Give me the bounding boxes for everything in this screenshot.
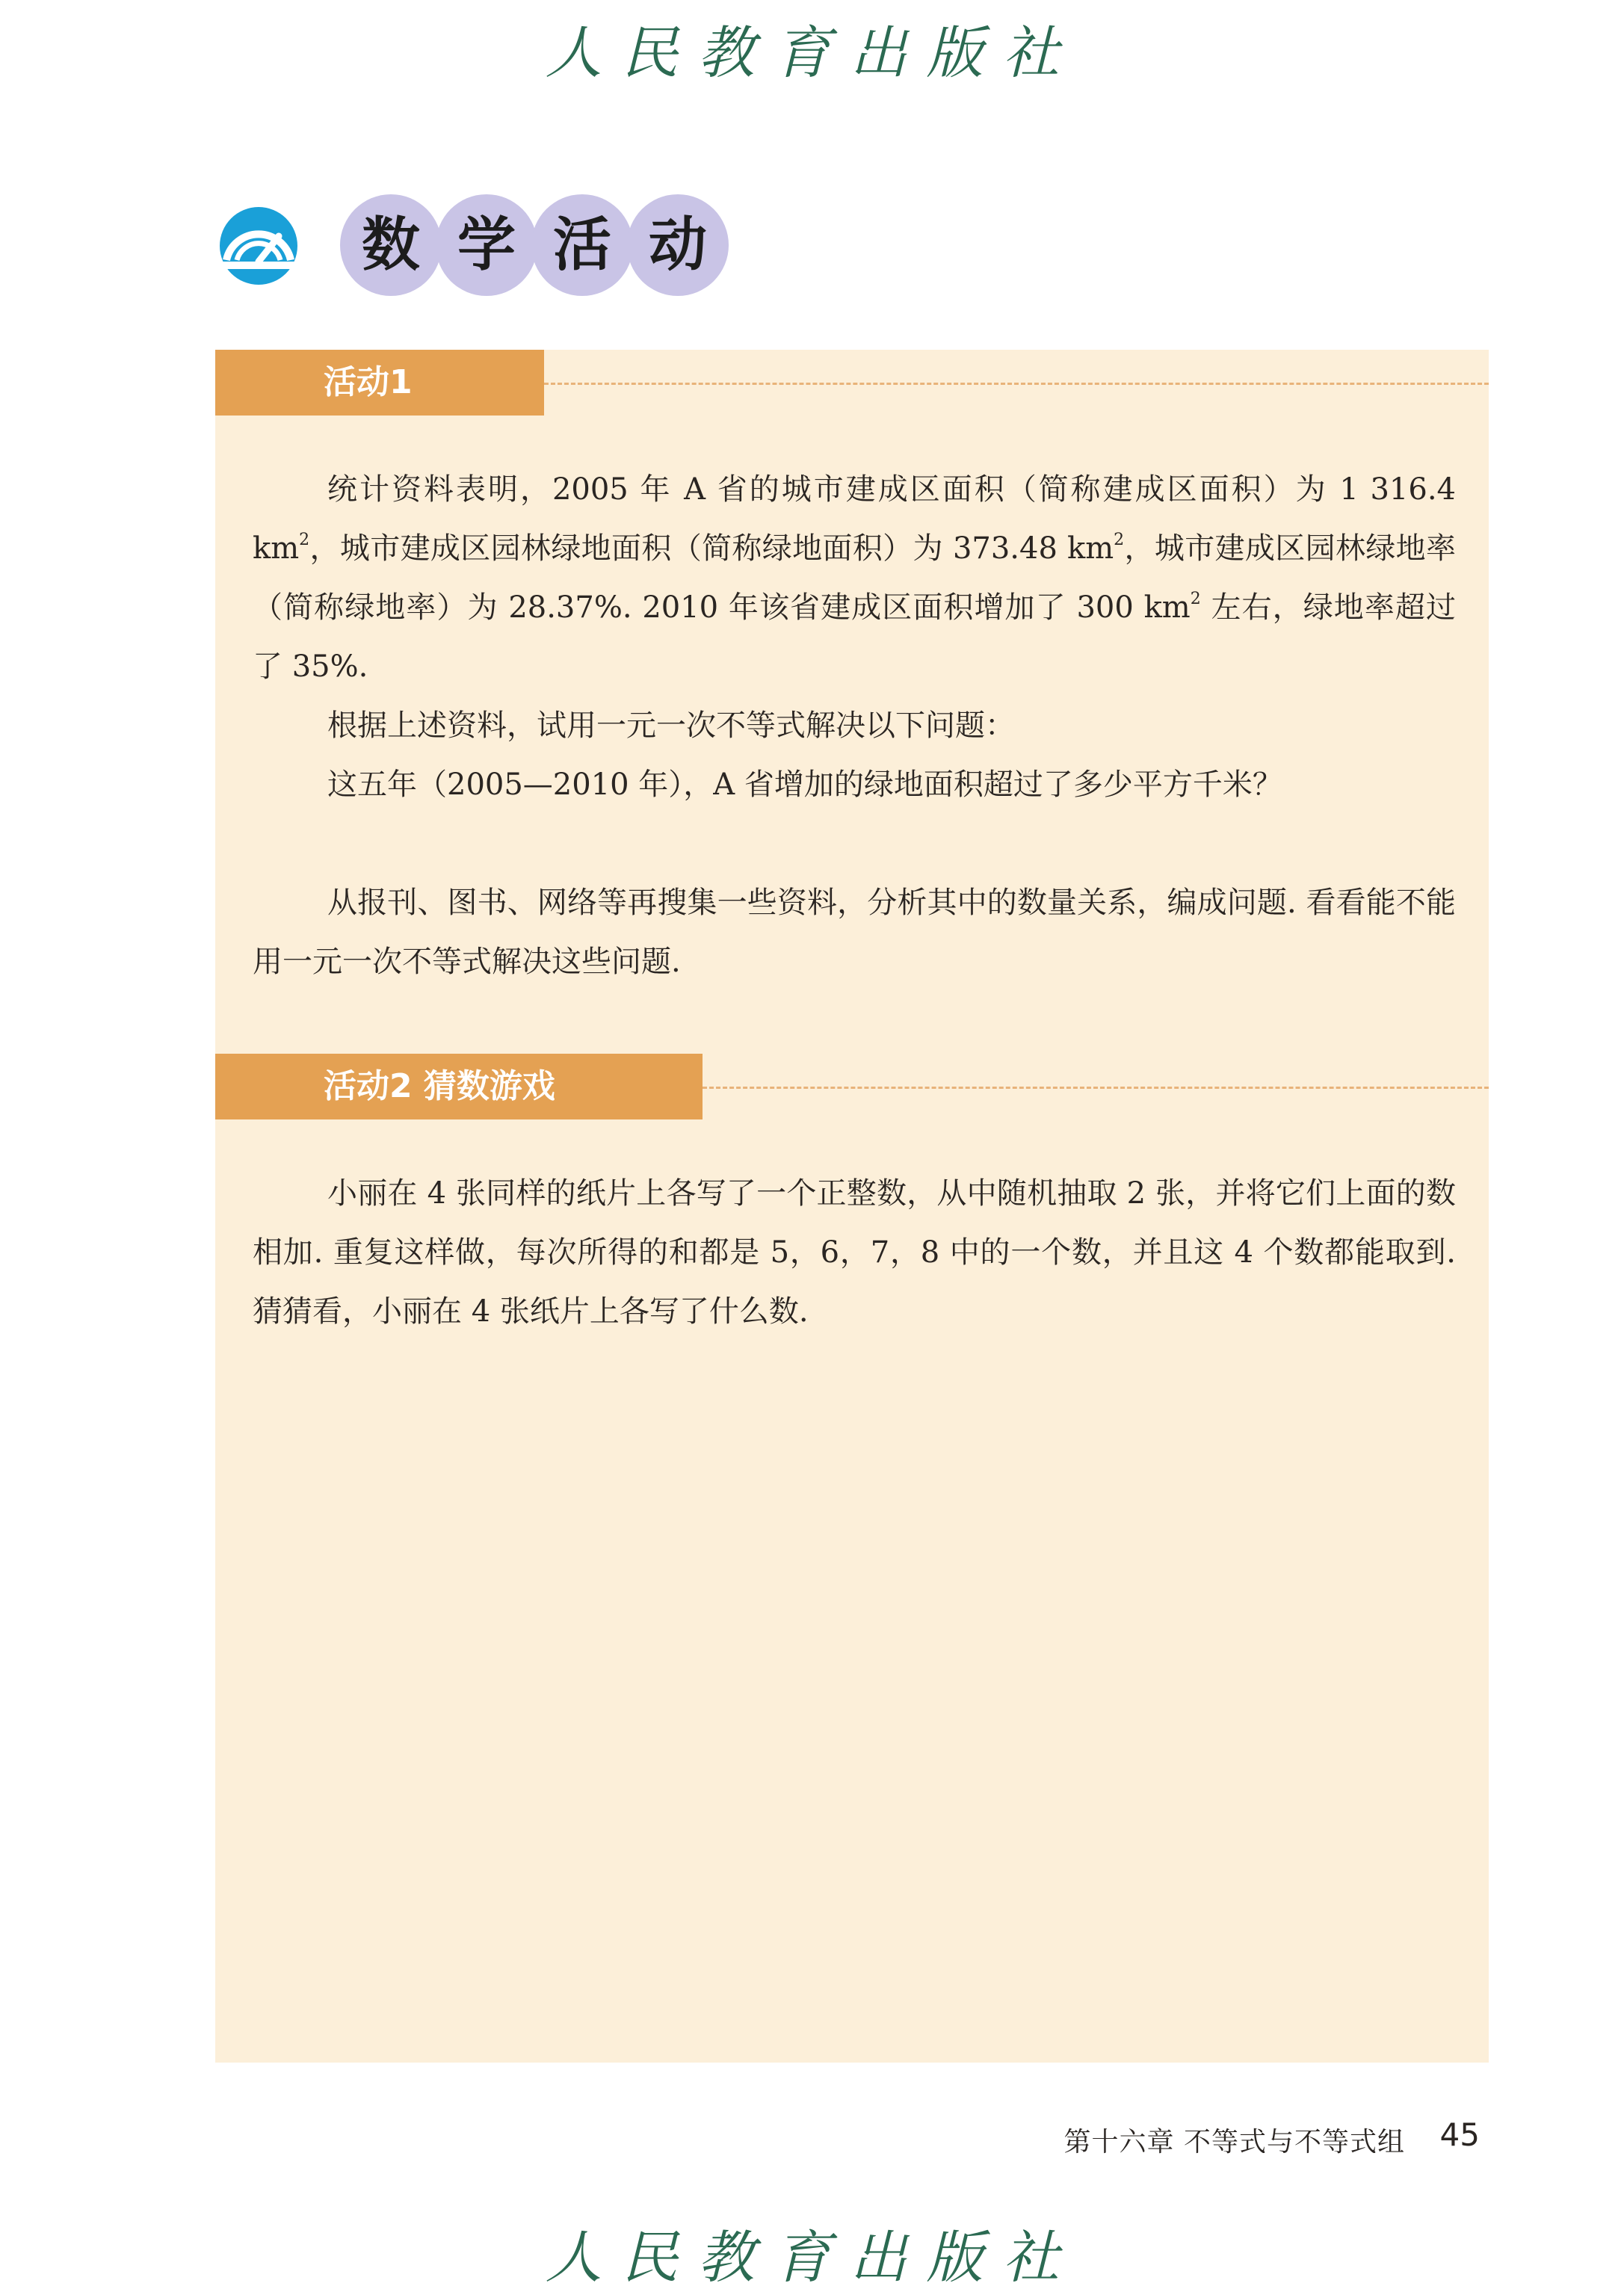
superscript: 2	[1114, 531, 1125, 549]
activity1-paragraph: 从报刊、图书、网络等再搜集一些资料，分析其中的数量关系，编成问题. 看看能不能用一元一次不等式解决这些问题.	[253, 886, 1456, 979]
section-header	[213, 194, 736, 299]
gauge-icon	[213, 206, 304, 285]
activity1-paragraph: 这五年（2005—2010 年），A 省增加的绿地面积超过了多少平方千米？	[327, 767, 1282, 802]
superscript: 2	[1190, 590, 1201, 608]
superscript: 2	[299, 531, 310, 549]
activity1-paragraph: 根据上述资料，试用一元一次不等式解决以下问题：	[327, 708, 1015, 743]
activity1-tab: 活动1	[215, 350, 544, 416]
text-run: 左右，绿地率超过了 35%.	[253, 590, 1457, 684]
text-run: 统计资料表明，2005 年 A 省的城市建成区面积（简称建成区面积）为 1 316.4 km	[253, 472, 1456, 566]
publisher-header: 人民教育出版社	[545, 19, 1079, 86]
title-char: 活	[531, 194, 633, 296]
activity1-paragraph	[253, 460, 1456, 696]
page-number: 45	[1439, 2116, 1480, 2153]
title-char: 动	[627, 194, 729, 296]
divider	[703, 1087, 1489, 1089]
activity2-paragraph: 小丽在 4 张同样的纸片上各写了一个正整数，从中随机抽取 2 张，并将它们上面的数相加. 重复这样做，每次所得的和都是 5，6，7，8 中的一个数，并且这 4 个数都能取到. 猜猜看，小丽在 4 张纸片上各写了什么数.	[253, 1176, 1456, 1329]
chapter-title: 第十六章 不等式与不等式组	[1063, 2127, 1405, 2157]
text-run: ，城市建成区园林绿地面积（简称绿地面积）为 373.48 km	[309, 531, 1114, 566]
publisher-footer: 人民教育出版社	[545, 2224, 1079, 2291]
text-run: ，城市建成区园林绿地率（简称绿地率）为 28.37%. 2010 年该省建成区面积增加了 300 km	[253, 531, 1456, 625]
page-footer	[972, 2116, 1480, 2161]
title-char: 学	[436, 194, 537, 296]
activity-panel	[215, 350, 1489, 2063]
title-char: 数	[340, 194, 442, 296]
divider	[544, 383, 1489, 385]
activity2-tab: 活动2 猜数游戏	[215, 1054, 703, 1119]
